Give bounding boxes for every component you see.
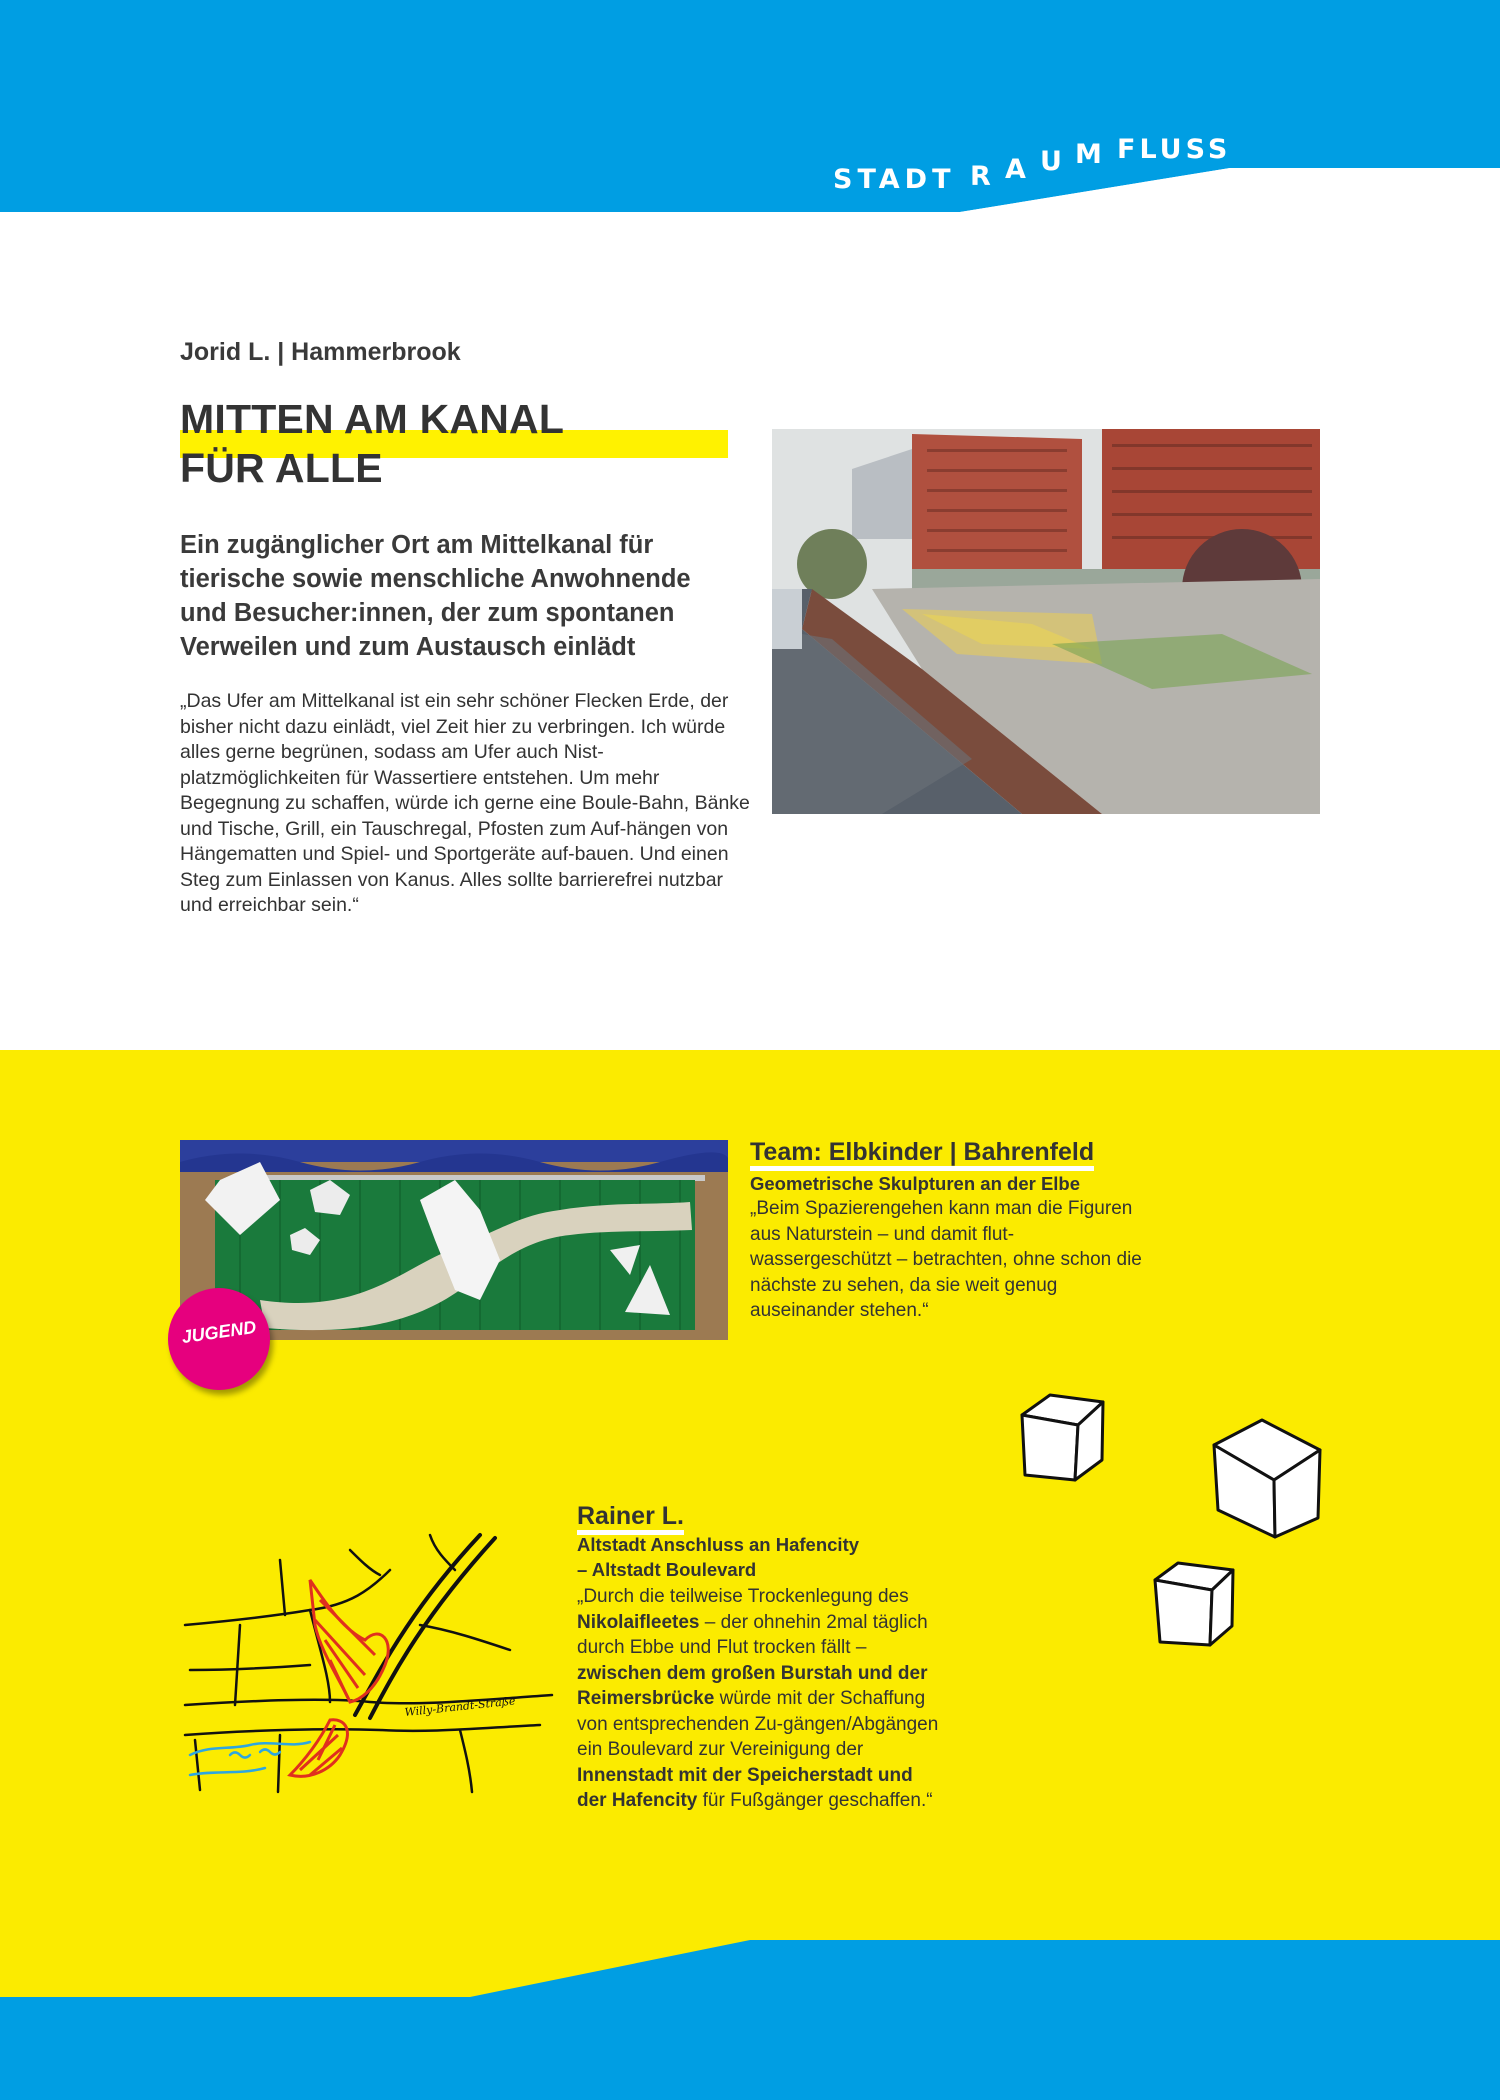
team-title-text: Team: Elbkinder | Bahrenfeld — [750, 1138, 1094, 1171]
article-quote: „Das Ufer am Mittelkanal ist ein sehr schöner Flecken Erde, der bisher nicht dazu einlädt, viel Zeit hier zu verbringen. Ich würde alles gerne begrünen, sodass am Ufer auch Nist-platzmöglichkeiten für Wassertiere entstehen. Um mehr Begegnung zu schaffen, würde ich gerne eine Boule-Bahn, Bänke und Tische, Grill, ein Tauschregal, Pfosten zum Auf-hängen von Hängematten und Spiel- und Sportgeräte auf-bauen. Und einen Steg zum Einlassen von Kanus. Alles sollte barrierefrei nutzbar und erreichbar sein.“ — [180, 690, 750, 916]
logo-word-stadt: STADT — [833, 164, 956, 195]
altstadt-map-sketch — [180, 1530, 555, 1795]
sculpture-model-photo — [180, 1140, 728, 1340]
rainer-name — [577, 1502, 684, 1531]
jugend-badge-label: JUGEND — [180, 1316, 258, 1348]
cube-small-top — [1022, 1395, 1103, 1480]
headline-line-1: MITTEN AM KANAL — [180, 396, 565, 442]
rainer-subtitle-line-2: – Altstadt Boulevard — [577, 1559, 757, 1580]
quote-part-5: würde mit der Schaffung von entsprechenden Zu-gängen/Abgängen ein Boulevard zur Vereinigung der — [577, 1688, 939, 1760]
team-title — [750, 1138, 1094, 1167]
quote-part-3: – der ohnehin 2mal täglich durch Ebbe und Flut trocken fällt – — [577, 1611, 928, 1658]
team-quote: „Beim Spazierengehen kann man die Figuren aus Naturstein – und damit flut-wassergeschützt – betrachten, ohne schon die nächste zu sehen, da sie weit genug auseinander stehen.“ — [750, 1198, 1142, 1321]
rainer-subtitle — [577, 1532, 917, 1582]
stadtraumfluss-logo — [825, 128, 1255, 208]
cube-large-right — [1214, 1420, 1320, 1537]
team-subtitle: Geometrische Skulpturen an der Elbe — [750, 1173, 1081, 1194]
quote-part-1: „Durch die teilweise Trockenlegung des — [577, 1586, 909, 1607]
logo-word-fluss: FLUSS — [1117, 134, 1232, 165]
article-headline — [180, 395, 564, 493]
quote-part-2: Nikolaifleetes — [577, 1611, 700, 1633]
logo-letter-u: U — [1040, 146, 1062, 177]
quote-part-7: für Fußgänger geschaffen.“ — [697, 1790, 933, 1811]
header-band — [0, 0, 1500, 212]
jugend-badge — [168, 1288, 270, 1390]
logo-letter-a: A — [1005, 154, 1026, 185]
cubes-sketch — [1000, 1380, 1340, 1660]
logo-letter-m: M — [1075, 139, 1102, 170]
cube-medium-bottom — [1155, 1563, 1233, 1645]
article-lead: Ein zugänglicher Ort am Mittelkanal für tierische sowie menschliche Anwohnende und Besucher:innen, der zum spontanen Verweilen und zum Austausch einlädt — [180, 531, 691, 661]
headline-line-2: FÜR ALLE — [180, 445, 383, 491]
canal-photo — [772, 429, 1320, 814]
article-byline: Jorid L. | Hammerbrook — [180, 338, 461, 366]
rainer-quote — [577, 1584, 947, 1814]
quote-part-6: Innenstadt mit der Speicherstadt und der Hafencity — [577, 1764, 913, 1811]
footer-band — [0, 1940, 1500, 2100]
logo-letter-r: R — [970, 161, 991, 192]
rainer-name-text: Rainer L. — [577, 1502, 684, 1535]
rainer-subtitle-line-1: Altstadt Anschluss an Hafencity — [577, 1534, 860, 1555]
quote-part-4: zwischen dem großen Burstah und der Reimersbrücke — [577, 1662, 928, 1709]
map-street-label: Willy-Brandt-Straße — [403, 1694, 517, 1719]
